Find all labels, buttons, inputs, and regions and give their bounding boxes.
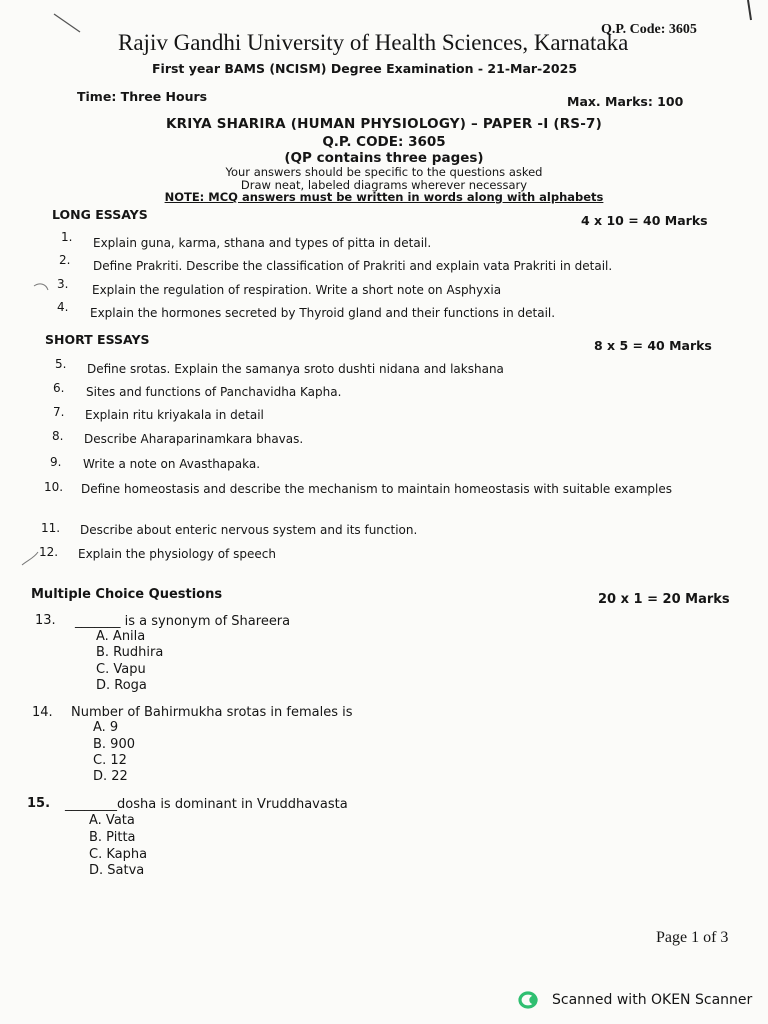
question-number: 9.: [50, 455, 62, 469]
mcq-heading: Multiple Choice Questions: [31, 587, 223, 602]
short-essays-heading: SHORT ESSAYS: [45, 332, 150, 347]
exam-title: First year BAMS (NCISM) Degree Examination - 21-Mar-2025: [152, 61, 578, 76]
mcq-option: C. Kapha: [89, 847, 148, 862]
question-text: Number of Bahirmukha srotas in females is: [71, 705, 353, 720]
instruction-1: Your answers should be specific to the questions asked: [225, 165, 543, 179]
long-essays-heading: LONG ESSAYS: [52, 207, 148, 222]
university-name: Rajiv Gandhi University of Health Sciences, Karnataka: [118, 30, 629, 55]
question-text: Define homeostasis and describe the mechanism to maintain homeostasis with suitable examples: [81, 482, 673, 496]
mcq-option: D. Satva: [89, 863, 145, 878]
question-text: Define srotas. Explain the samanya sroto dushti nidana and lakshana: [87, 362, 504, 376]
instruction-note: NOTE: MCQ answers must be written in words along with alphabets: [164, 190, 604, 204]
question-text: ________dosha is dominant in Vruddhavasta: [65, 797, 348, 812]
mcq-option: C. Vapu: [96, 662, 146, 677]
question-number: 2.: [59, 253, 71, 267]
scanner-text: Scanned with OKEN Scanner: [552, 992, 753, 1008]
mcq-option: C. 12: [93, 753, 127, 768]
paper-title: KRIYA SHARIRA (HUMAN PHYSIOLOGY) – PAPER -I (RS-7): [165, 116, 602, 132]
exam-time: Time: Three Hours: [77, 89, 208, 104]
question-number: 6.: [53, 381, 65, 395]
question-text: Explain the hormones secreted by Thyroid gland and their functions in detail.: [90, 306, 556, 320]
short-essays-marks: 8 x 5 = 40 Marks: [594, 338, 712, 353]
mcq-option: B. 900: [93, 737, 135, 752]
question-number: 3.: [57, 277, 69, 291]
question-number: 5.: [55, 357, 67, 371]
question-text: Define Prakriti. Describe the classification of Prakriti and explain vata Prakriti in detail.: [93, 259, 613, 273]
question-number: 4.: [57, 300, 69, 314]
question-text: Describe about enteric nervous system and its function.: [80, 523, 418, 537]
question-text: Explain ritu kriyakala in detail: [85, 408, 264, 422]
question-number: 14.: [32, 705, 53, 720]
question-text: Explain the physiology of speech: [78, 547, 276, 561]
qp-code: Q.P. CODE: 3605: [322, 134, 446, 150]
question-number: 13.: [35, 613, 56, 628]
mcq-option: D. 22: [93, 769, 128, 784]
question-number: 11.: [41, 521, 61, 535]
instruction-2: Draw neat, labeled diagrams wherever necessary: [240, 178, 528, 192]
question-number: 15.: [27, 796, 51, 811]
question-text: Explain guna, karma, sthana and types of pitta in detail.: [93, 236, 432, 250]
mcq-marks: 20 x 1 = 20 Marks: [598, 592, 730, 607]
mcq-option: A. Vata: [89, 813, 135, 828]
long-essays-marks: 4 x 10 = 40 Marks: [581, 213, 708, 228]
page-number: Page 1 of 3: [656, 929, 729, 946]
question-number: 8.: [52, 429, 64, 443]
pages-note: (QP contains three pages): [284, 150, 484, 166]
mcq-option: B. Pitta: [89, 830, 136, 845]
mcq-option: B. Rudhira: [96, 645, 164, 660]
max-marks: Max. Marks: 100: [567, 94, 684, 109]
mcq-option: A. 9: [93, 720, 119, 735]
question-text: Sites and functions of Panchavidha Kapha.: [86, 385, 342, 399]
question-text: Describe Aharaparinamkara bhavas.: [84, 432, 304, 446]
question-text: Explain the regulation of respiration. Write a short note on Asphyxia: [92, 283, 502, 297]
question-number: 1.: [61, 230, 73, 244]
question-number: 10.: [44, 480, 64, 494]
mcq-option: A. Anila: [96, 629, 146, 644]
question-text: _______ is a synonym of Shareera: [75, 614, 291, 629]
question-number: 12.: [39, 545, 59, 559]
question-text: Write a note on Avasthapaka.: [83, 457, 261, 471]
qp-code-top: Q.P. Code: 3605: [601, 22, 697, 37]
mcq-option: D. Roga: [96, 678, 147, 693]
question-number: 7.: [53, 405, 65, 419]
